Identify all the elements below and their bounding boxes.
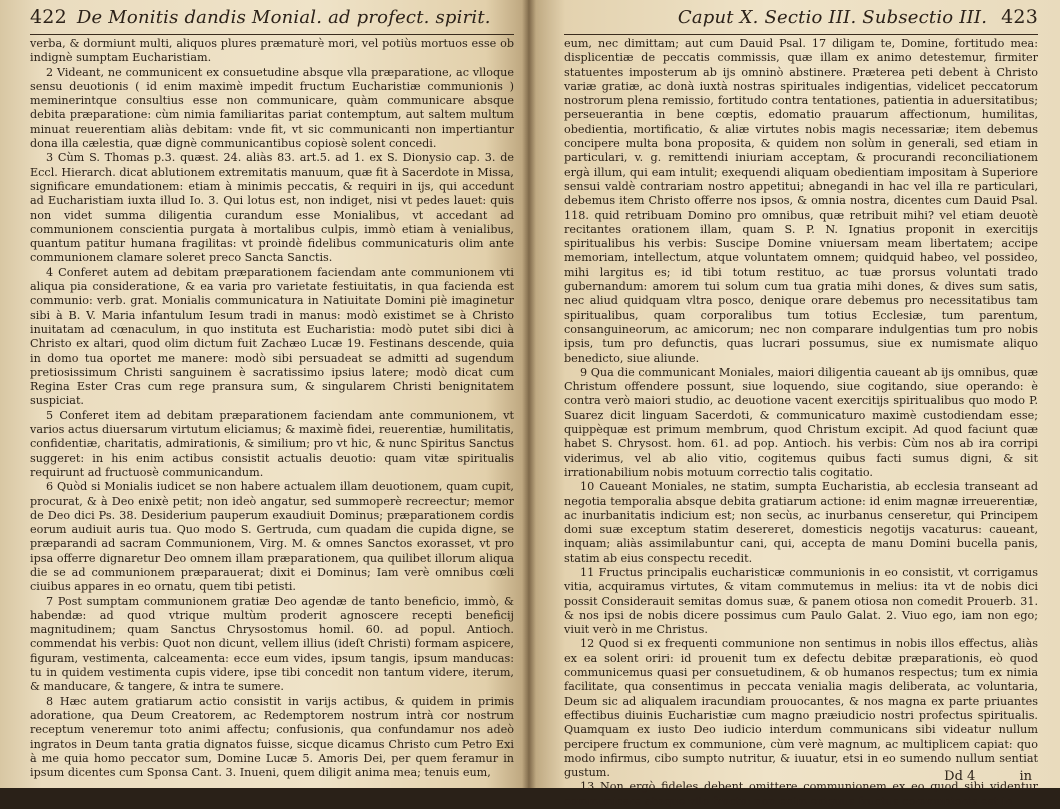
right-running-title: Caput X. Sectio III. Subsectio III.: [677, 7, 988, 28]
paragraph: 3 Cùm S. Thomas p.3. quæst. 24. aliàs 83. art.5. ad 1. ex S. Dionysio cap. 3. de Eccl. Hierarch. dicat ablutionem extremitatis manuum, quæ fit à Sacerdote in Missa, significare emundationem: etiam à minimis peccatis, & requiri in ijs, qui accedunt ad Eucharistiam iuxta illud Io. 3. Qui lotus est, non indiget, nisi vt pedes lauet: quis non videt summa diligentia curandum esse Monialibus, vt accedant ad communionem conscientia purgata à mortalibus culpis, immò etiam à venialibus, quantum patitur humana fragilitas: vt proindè fidelibus communicaturis olim ante communionem clamare soleret preco Sancta Sanctis.: [30, 151, 514, 265]
right-footer: [944, 769, 1032, 784]
catchword: in: [1019, 769, 1032, 784]
paragraph: 13 Non ergò fideles debent omittere communionem ex eo quod sibi videntur communicare absque vllo fructu: non enim exiguus fructus communionis est in: [564, 780, 1038, 808]
paragraph: 11 Fructus principalis eucharisticæ communionis in eo consistit, vt corrigamus vitia, acquiramus virtutes, & vitam commutemus in melius: ita vt de nobis dici possit Considerauit semitas domus suæ, & panem otiosa non comedit Prouerb. 31. & nos ipsi de nobis dicere possimus cum Paulo Galat. 2. Viuo ego, iam non ego; viuit verò in me Christus.: [564, 565, 1038, 637]
paragraph: 10 Caueant Moniales, ne statim, sumpta Eucharistia, ab ecclesia transeant ad negotia temporalia absque debita gratiarum actione: id enim magnæ irreuerentiæ, ac inurbanitatis indicium est; non secùs, ac inurbanus censeretur, qui Principem domi suæ exceptum statim desereret, domesticis negotijs vacaturus: caueant, inquam; aliàs assimilabuntur cani, qui, accepta de manu Domini bucella panis, statim ab eius conspectu recedit.: [564, 480, 1038, 565]
right-head-rule: [564, 34, 1038, 35]
paragraph: 4 Conferet autem ad debitam præparationem faciendam ante communionem vti aliqua pia consideratione, & ea varia pro varietate festiuitatis, in qua facienda est communio: verb. grat. Monialis communicatura in Natiuitate Domini piè imaginetur sibi à B. V. Maria infantulum Iesum tradi in manus: modò existimet se à Christo inuitatam ad cœnaculum, in quo instituta est Eucharistia: modò putet sibi dici à Christo ex altari, quod olim dictum fuit Zachæo Lucæ 19. Festinans descende, quia in domo tua oportet me manere: modò sibi persuadeat se admitti ad sugendum pretiosissimum Christi sanguinem è sacratissimo ipsius latere; modò dicat cum Regina Ester Cras cum rege pransura sum, & singularem Christi benignitatem suspiciat.: [30, 265, 514, 408]
left-running-title: De Monitis dandis Monial. ad profect. spirit.: [76, 7, 491, 28]
signature-mark: Dd 4: [944, 769, 976, 784]
paragraph: 8 Hæc autem gratiarum actio consistit in varijs actibus, & quidem in primis adoratione, qua Deum Creatorem, ac Redemptorem nostrum intrà cor nostrum receptum veneremur toto animi affectu; confusionis, qua confundamur nos adeò ingratos in Deum tanta gratia dignatos fuisse, sicque dicamus Christo cum Petro Exi à me quia homo peccator sum, Domine Lucæ 5. Amoris Dei, per quem feramur in ipsum dicentes cum Sponsa Cant. 3. Inueni, quem diligit anima mea; tenuis eum,: [30, 694, 514, 780]
paragraph: 7 Post sumptam communionem gratiæ Deo agendæ de tanto beneficio, immò, & habendæ: ad quod vtrique multùm proderit agnoscere recepti beneficij magnitudinem; quam Sanctus Chrysostomus homil. 60. ad popul. Antioch. commendat his verbis: Quot non dicunt, vellem illius (ideſt Christi) formam aspicere, figuram, vestimenta, calceamenta: ecce eum vides, ipsum tangis, ipsum manducas: tu in quidem vestimenta cupis videre, ipse tibi concedit non tantum videre, iterum, & manducare, & tangere, & intra te sumere.: [30, 594, 514, 694]
paragraph: 12 Quod si ex frequenti communione non sentimus in nobis illos effectus, aliàs ex ea solent oriri: id prouenit tum ex defectu debitæ præparationis, eò quod communicemus quasi per consuetudinem, & ob humanos respectus; tum ex nimia facilitate, qua consentimus in peccata venialia magis deliberata, ac voluntaria, Deum sic ad aliqualem iracundiam prouocantes, & nos magna ex parte priuantes effectibus diuinis Eucharistiæ cum magno præiudicio nostri profectus spiritualis. Quamquam ex iusto Deo iudicio interdum communicans sibi videatur nullum percipere fructum ex communione, cùm verè magnum, ac multiplicem capiat: quo modo infirmus, cibo sumpto nutritur, & iuuatur, etsi in eo sumendo nullum sentiat gustum.: [564, 637, 1038, 780]
left-head-rule: [30, 34, 514, 35]
right-page: [528, 0, 1060, 808]
book-gutter: [522, 0, 536, 788]
left-text-body: [30, 37, 514, 780]
right-page-number: 423: [1001, 6, 1038, 28]
paragraph: verba, & dormiunt multi, aliquos plures præmaturè mori, vel potiùs mortuos esse ob indignè sumptam Eucharistiam.: [30, 37, 514, 65]
right-running-head: [564, 6, 1038, 34]
paragraph: eum, nec dimittam; aut cum Dauid Psal. 17 diligam te, Domine, fortitudo mea: displicentiæ de peccatis commissis, quæ illam ex animo detestemur, firmiter statuentes imposterum ab ijs omninò abstinere. Præterea peti debent à Christo variæ gratiæ, ac donà iuxtà nostras spirituales indigentias, videlicet peccatorum nostrorum plena remissio, fortitudo contra tentationes, patientia in aduersitatibus; perseuerantia in bene cœptis, edomatio prauarum affectionum, humilitas, obedientia, mortificatio, & aliæ virtutes nobis magis necessariæ; item debemus concipere multa bona proposita, & quidem non solùm in generali, sed etiam in particulari, v. g. remittendi iniuriam acceptam, & procurandi reconciliationem ergà illum, qui eam intulit; exequendi aliquam obedientiam impositam à Superiore sensui valdè contrariam nostro appetitui; abnegandi in hac vel illa re particulari, debemus item Christo offerre nos ipsos, & omnia nostra, dicentes cum Dauid Psal. 118. quid retribuam Domino pro omnibus, quæ retribuit mihi? vel etiam deuotè recitantes orationem illam, quam S. P. N. Ignatius proponit in exercitijs spiritualibus his verbis: Suscipe Domine vniuersam meam libertatem; accipe memoriam, intellectum, atque voluntatem omnem; quidquid habeo, vel possideo, mihi largitus es; id tibi totum restituo, ac tuæ prorsus voluntati trado gubernandum: amorem tui solum cum tua gratia mihi dones, & dives sum satis, nec aliud quidquam vltra posco, denique orare debemus pro necessitatibus tam spiritualibus, quam corporalibus tum totius Ecclesiæ, tum parentum, consanguineorum, ac amicorum; nec non comparare indulgentias tum pro nobis ipsis, tum pro defunctis, quas lucrari possumus, siue ex numismate aliquo benedicto, siue aliunde.: [564, 37, 1038, 365]
right-text-body: [564, 37, 1038, 809]
paragraph: 5 Conferet item ad debitam præparationem faciendam ante communionem, vt varios actus diuersarum virtutum eliciamus; & maximè fidei, reuerentiæ, humilitatis, confidentiæ, charitatis, admirationis, & similium; pro vt hic, & nunc Spiritus Sanctus suggeret: in his enim actibus consistit actualis deuotio: quam vitæ spiritualis requirunt ad fructuosè communicandum.: [30, 408, 514, 479]
left-page-number: 422: [30, 6, 67, 28]
paragraph: 2 Videant, ne communicent ex consuetudine absque vlla præparatione, ac vlloque sensu deuotionis ( id enim maximè impedit fructum Eucharistiæ communionis ) meminerintque consultius esse non communicare, quàm communicare absque debita præparatione: cùm nimia familiaritas pariat contemptum, aut saltem multum minuat reuerentiam aliàs debitam: vnde fit, vt sic communicanti non impertiantur dona illa cælestia, quæ dignè communicantibus copiosè solent concedi.: [30, 65, 514, 151]
paragraph: 6 Quòd si Monialis iudicet se non habere actualem illam deuotionem, quam cupit, procurat, & à Deo enixè petit; non ideò angatur, sed summoperè recreectur; memor de Deo dici Ps. 38. Desiderium pauperum exaudiuit Dominus; præparationem cordis eorum audiuit auris tua. Quo modo S. Gertruda, cum quadam die cupida digne, se præparandi ad sacram Communionem, Virg. M. & omnes Sanctos exorasset, vt pro ipsa offerre dignaretur Deo omnem illam præparationem, qua quilibet illorum aliqua die se ad communionem præparauerat; dixit ei Dominus; Iam verè omnibus cœli ciuibus appares in eo ornatu, quem tibi petisti.: [30, 480, 514, 594]
left-running-head: [30, 6, 514, 34]
left-page: [0, 0, 528, 788]
paragraph: 9 Qua die communicant Moniales, maiori diligentia caueant ab ijs omnibus, quæ Christum offendere possunt, siue loquendo, siue cogitando, siue operando: è contra verò maiori studio, ac deuotione vacent exercitijs spiritualibus quo modo P. Suarez dicit linguam Sacerdoti, & communicaturo maximè custodiendam esse; quippèquæ est primum membrum, quod Christum excipit. Ad quod faciunt quæ habet S. Chrysost. hom. 61. ad pop. Antioch. his verbis: Cùm nos ab ira corripi viderimus, vel ab alio vitio, cogitemus quibus facti sumus digni, & sit irrationabilium nobis motuum correctio talis cogitatio.: [564, 365, 1038, 479]
